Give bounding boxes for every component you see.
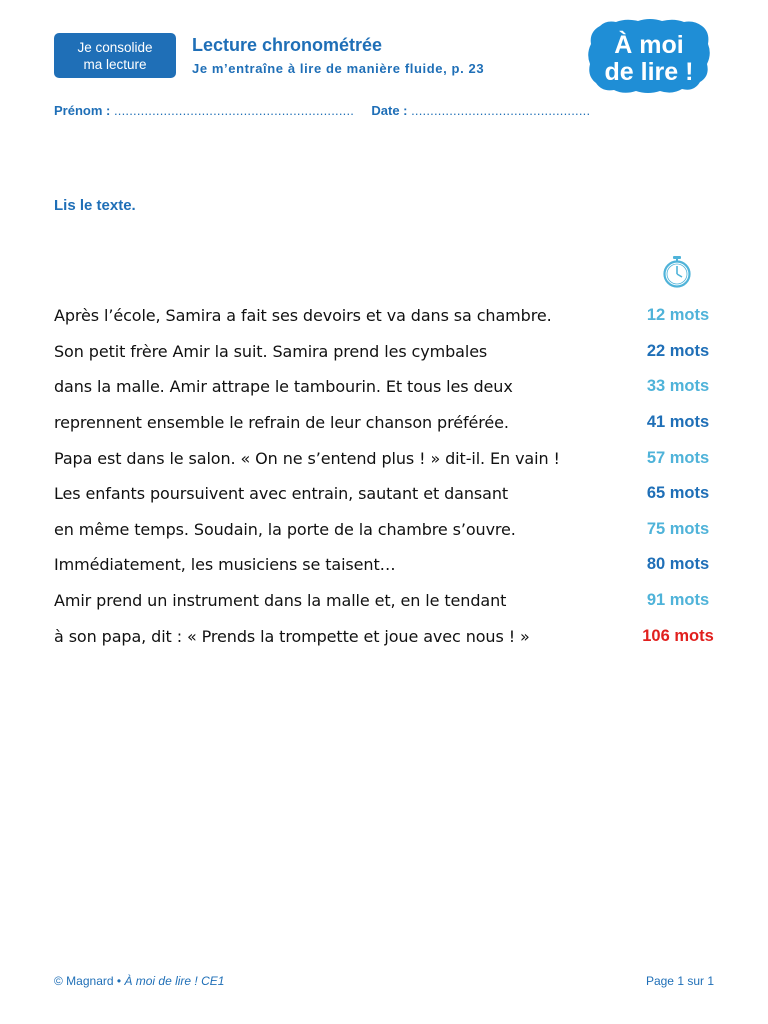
- line-text: Amir prend un instrument dans la malle et, en le tendant: [54, 591, 507, 611]
- line-text: Les enfants poursuivent avec entrain, sautant et dansant: [54, 484, 509, 504]
- text-line: [54, 440, 724, 476]
- word-count: 22 mots: [646, 341, 710, 360]
- date-field[interactable]: ...............................................: [411, 103, 591, 118]
- word-count: 106 mots: [642, 626, 714, 645]
- date-label: Date :: [371, 103, 408, 118]
- stopwatch-icon: [661, 255, 693, 289]
- word-count: 41 mots: [646, 413, 710, 432]
- badge-line-2: ma lecture: [83, 56, 147, 72]
- word-count: 33 mots: [646, 377, 710, 396]
- section-badge: [54, 33, 176, 78]
- line-text: Après l’école, Samira a fait ses devoirs et va dans sa chambre.: [54, 306, 552, 326]
- reading-text: [54, 298, 724, 654]
- word-count: 65 mots: [646, 484, 710, 503]
- line-text: reprennent ensemble le refrain de leur chanson préférée.: [54, 413, 509, 433]
- line-text: Immédiatement, les musiciens se taisent…: [54, 555, 396, 575]
- text-line: [54, 583, 724, 619]
- prenom-field[interactable]: ...............................................................: [113, 103, 355, 118]
- text-line: [54, 618, 724, 654]
- line-text: Papa est dans le salon. « On ne s’entend plus ! » dit-il. En vain !: [54, 448, 560, 468]
- page-number: Page 1 sur 1: [645, 974, 714, 988]
- text-line: [54, 476, 724, 512]
- text-line: [54, 369, 724, 405]
- line-text: en même temps. Soudain, la porte de la chambre s’ouvre.: [54, 519, 516, 539]
- line-text: dans la malle. Amir attrape le tambourin. Et tous les deux: [54, 377, 513, 397]
- text-line: [54, 405, 724, 441]
- brand-logo: [586, 18, 712, 94]
- word-count: 80 mots: [646, 555, 710, 574]
- word-count: 91 mots: [646, 591, 710, 610]
- footer-copyright: [54, 974, 224, 988]
- copyright-text: © Magnard •: [54, 974, 125, 988]
- badge-line-1: Je consolide: [77, 39, 153, 55]
- prenom-label: Prénom :: [54, 103, 111, 118]
- instruction: Lis le texte.: [54, 197, 136, 214]
- word-count: 12 mots: [646, 306, 710, 325]
- line-text: à son papa, dit : « Prends la trompette et joue avec nous ! »: [54, 626, 530, 646]
- book-title: À moi de lire ! CE1: [124, 974, 225, 988]
- page-subtitle: Je m’entraîne à lire de manière fluide, p. 23: [192, 61, 485, 76]
- student-fields: [54, 103, 590, 118]
- text-line: [54, 298, 724, 334]
- logo-line-2: de lire !: [604, 58, 694, 86]
- word-count: 75 mots: [646, 519, 710, 538]
- text-line: [54, 512, 724, 548]
- text-line: [54, 547, 724, 583]
- text-line: [54, 334, 724, 370]
- line-text: Son petit frère Amir la suit. Samira prend les cymbales: [54, 341, 488, 361]
- logo-line-1: À moi: [614, 31, 684, 59]
- word-count: 57 mots: [646, 448, 710, 467]
- page-title: Lecture chronométrée: [192, 35, 383, 55]
